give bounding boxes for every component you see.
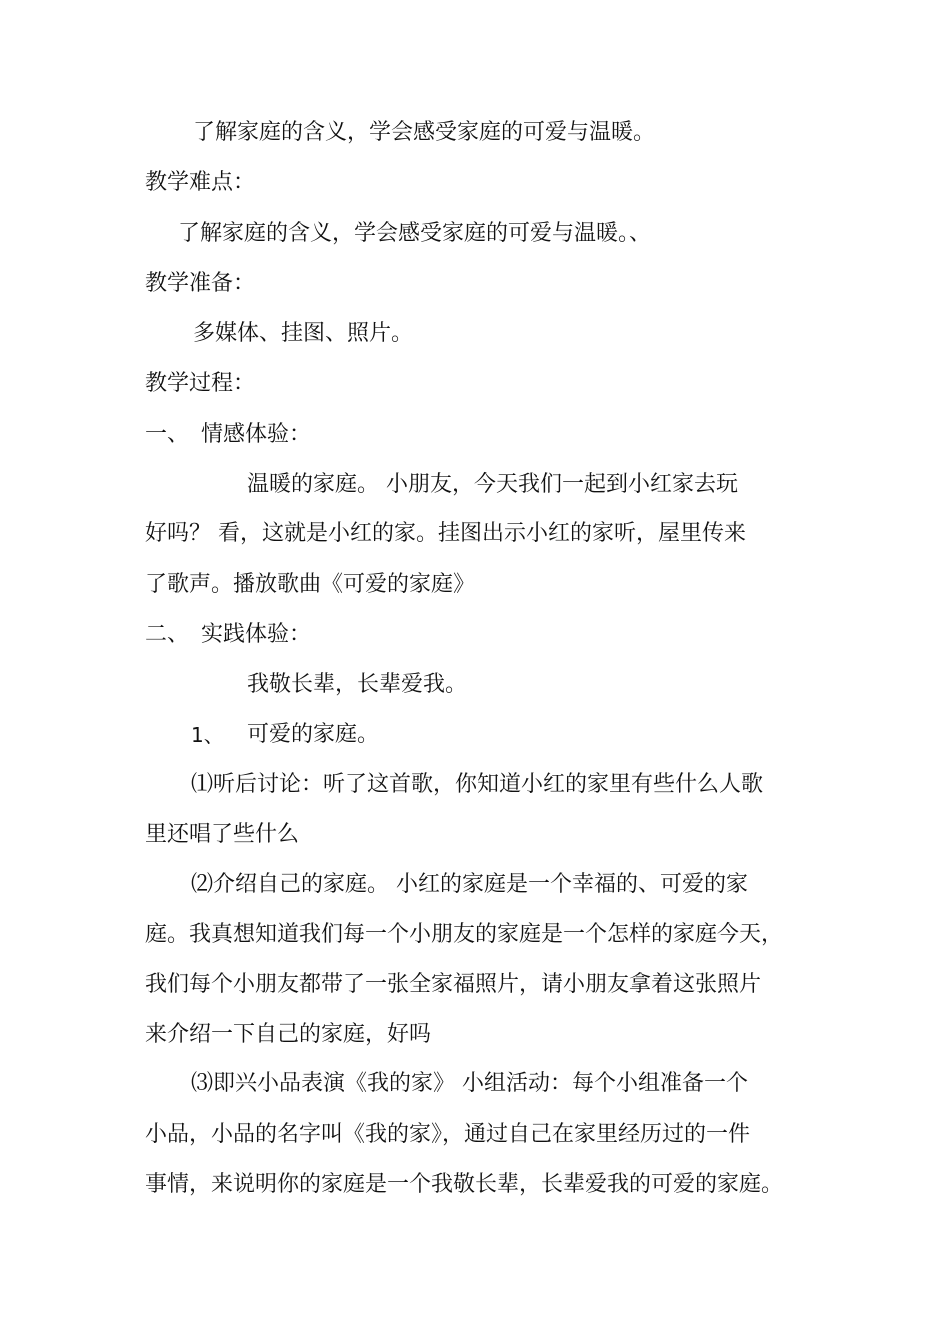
- paragraph-line: 小品，小品的名字叫《我的家》，通过自己在家里经历过的一件: [145, 1122, 751, 1147]
- list-number-1: 1、: [191, 723, 224, 747]
- paragraph-line: 我敬长辈，长辈爱我。: [247, 672, 468, 697]
- list-item-title: 可爱的家庭。: [247, 722, 380, 747]
- paragraph-line: ⑶即兴小品表演《我的家》 小组活动：每个小组准备一个: [191, 1071, 748, 1096]
- paragraph-line: 事情，来说明你的家庭是一个我敬长辈，长辈爱我的可爱的家庭。: [145, 1172, 784, 1197]
- section-title-practical-experience: 实践体验：: [201, 622, 312, 647]
- heading-difficulties: 教学难点：: [145, 170, 256, 195]
- paragraph-line: ⑵介绍自己的家庭。 小红的家庭是一个幸福的、可爱的家: [191, 872, 748, 897]
- paragraph-line: 了歌声。播放歌曲《可爱的家庭》: [145, 572, 476, 597]
- section-number-one: 一、: [145, 422, 190, 447]
- paragraph-line: 好吗？ 看，这就是小红的家。挂图出示小红的家听，屋里传来: [145, 521, 746, 546]
- paragraph-line: 庭。我真想知道我们每一个小朋友的家庭是一个怎样的家庭今天，: [145, 922, 784, 947]
- difficulties-text: 了解家庭的含义，学会感受家庭的可爱与温暖。、: [178, 221, 652, 246]
- paragraph-line: 里还唱了些什么: [145, 822, 300, 847]
- paragraph-line: 来介绍一下自己的家庭，好吗: [145, 1022, 432, 1047]
- paragraph-line: 温暖的家庭。 小朋友，今天我们一起到小红家去玩: [247, 472, 738, 497]
- section-number-two: 二、: [145, 622, 190, 647]
- paragraph-line: ⑴听后讨论：听了这首歌，你知道小红的家里有些什么人歌: [191, 772, 764, 797]
- teaching-goal-text: 了解家庭的含义，学会感受家庭的可爱与温暖。: [193, 120, 656, 145]
- heading-process: 教学过程：: [145, 371, 256, 396]
- heading-preparation: 教学准备：: [145, 271, 256, 296]
- paragraph-line: 我们每个小朋友都带了一张全家福照片，请小朋友拿着这张照片: [145, 972, 762, 997]
- preparation-text: 多媒体、挂图、照片。: [193, 321, 414, 346]
- section-title-emotional-experience: 情感体验：: [201, 422, 312, 447]
